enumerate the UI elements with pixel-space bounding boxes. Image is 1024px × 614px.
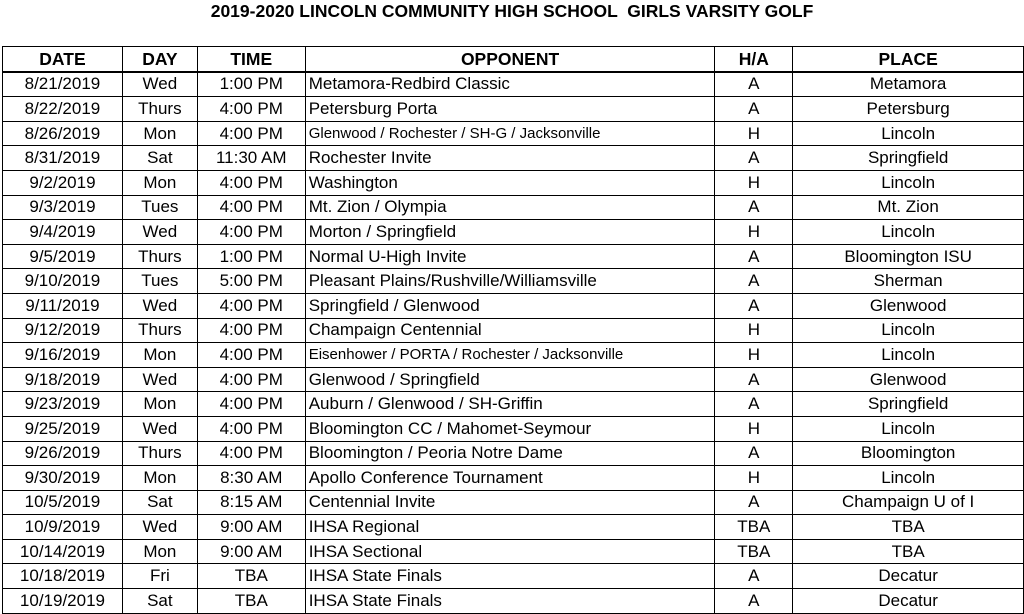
cell-opponent: Mt. Zion / Olympia bbox=[305, 195, 715, 220]
cell-home-away: A bbox=[715, 269, 793, 294]
cell-day: Wed bbox=[122, 416, 197, 441]
cell-place: Glenwood bbox=[793, 293, 1024, 318]
cell-opponent: Glenwood / Rochester / SH-G / Jacksonville bbox=[305, 121, 715, 146]
cell-day: Thurs bbox=[122, 97, 197, 122]
cell-place: Springfield bbox=[793, 392, 1024, 417]
cell-date: 10/14/2019 bbox=[3, 539, 123, 564]
cell-time: 4:00 PM bbox=[197, 121, 305, 146]
cell-time: 8:30 AM bbox=[197, 466, 305, 491]
cell-opponent: Morton / Springfield bbox=[305, 220, 715, 245]
cell-opponent: Auburn / Glenwood / SH-Griffin bbox=[305, 392, 715, 417]
cell-home-away: H bbox=[715, 170, 793, 195]
cell-place: Decatur bbox=[793, 564, 1024, 589]
schedule-table bbox=[2, 46, 1024, 614]
cell-date: 8/21/2019 bbox=[3, 72, 123, 97]
cell-time: 1:00 PM bbox=[197, 244, 305, 269]
cell-time: 4:00 PM bbox=[197, 97, 305, 122]
cell-day: Sat bbox=[122, 146, 197, 171]
cell-place: TBA bbox=[793, 539, 1024, 564]
table-row bbox=[3, 293, 1024, 318]
header-row bbox=[3, 47, 1024, 72]
column-header-time: TIME bbox=[197, 47, 305, 72]
cell-date: 8/26/2019 bbox=[3, 121, 123, 146]
table-row bbox=[3, 220, 1024, 245]
cell-home-away: H bbox=[715, 220, 793, 245]
cell-home-away: TBA bbox=[715, 539, 793, 564]
cell-date: 9/18/2019 bbox=[3, 367, 123, 392]
cell-home-away: A bbox=[715, 589, 793, 614]
cell-day: Wed bbox=[122, 72, 197, 97]
table-row bbox=[3, 515, 1024, 540]
cell-time: 4:00 PM bbox=[197, 416, 305, 441]
cell-opponent: IHSA Sectional bbox=[305, 539, 715, 564]
cell-date: 9/26/2019 bbox=[3, 441, 123, 466]
cell-home-away: H bbox=[715, 121, 793, 146]
cell-day: Mon bbox=[122, 343, 197, 368]
table-row bbox=[3, 269, 1024, 294]
table-row bbox=[3, 490, 1024, 515]
cell-date: 8/22/2019 bbox=[3, 97, 123, 122]
cell-opponent: IHSA State Finals bbox=[305, 564, 715, 589]
cell-day: Mon bbox=[122, 539, 197, 564]
cell-home-away: H bbox=[715, 416, 793, 441]
cell-home-away: H bbox=[715, 318, 793, 343]
table-row bbox=[3, 146, 1024, 171]
cell-place: Springfield bbox=[793, 146, 1024, 171]
cell-home-away: H bbox=[715, 466, 793, 491]
table-row bbox=[3, 195, 1024, 220]
cell-opponent: IHSA State Finals bbox=[305, 589, 715, 614]
cell-home-away: A bbox=[715, 97, 793, 122]
cell-day: Mon bbox=[122, 121, 197, 146]
cell-place: Bloomington bbox=[793, 441, 1024, 466]
column-header-home-away: H/A bbox=[715, 47, 793, 72]
cell-date: 8/31/2019 bbox=[3, 146, 123, 171]
table-row bbox=[3, 343, 1024, 368]
cell-date: 10/9/2019 bbox=[3, 515, 123, 540]
cell-opponent: Glenwood / Springfield bbox=[305, 367, 715, 392]
cell-opponent: Champaign Centennial bbox=[305, 318, 715, 343]
cell-date: 9/5/2019 bbox=[3, 244, 123, 269]
cell-time: 1:00 PM bbox=[197, 72, 305, 97]
cell-day: Fri bbox=[122, 564, 197, 589]
column-header-day: DAY bbox=[122, 47, 197, 72]
cell-time: 4:00 PM bbox=[197, 220, 305, 245]
cell-opponent: Pleasant Plains/Rushville/Williamsville bbox=[305, 269, 715, 294]
cell-time: 5:00 PM bbox=[197, 269, 305, 294]
cell-day: Tues bbox=[122, 195, 197, 220]
table-row bbox=[3, 589, 1024, 614]
cell-place: Bloomington ISU bbox=[793, 244, 1024, 269]
cell-home-away: A bbox=[715, 244, 793, 269]
cell-date: 9/30/2019 bbox=[3, 466, 123, 491]
cell-date: 10/5/2019 bbox=[3, 490, 123, 515]
table-row bbox=[3, 466, 1024, 491]
cell-day: Wed bbox=[122, 367, 197, 392]
cell-date: 9/12/2019 bbox=[3, 318, 123, 343]
table-row bbox=[3, 441, 1024, 466]
cell-time: 4:00 PM bbox=[197, 392, 305, 417]
cell-home-away: A bbox=[715, 367, 793, 392]
cell-place: Lincoln bbox=[793, 121, 1024, 146]
cell-day: Mon bbox=[122, 170, 197, 195]
cell-day: Mon bbox=[122, 392, 197, 417]
table-row bbox=[3, 72, 1024, 97]
cell-date: 9/25/2019 bbox=[3, 416, 123, 441]
cell-place: Lincoln bbox=[793, 416, 1024, 441]
cell-time: 9:00 AM bbox=[197, 539, 305, 564]
cell-time: 4:00 PM bbox=[197, 367, 305, 392]
column-header-date: DATE bbox=[3, 47, 123, 72]
cell-opponent: Bloomington / Peoria Notre Dame bbox=[305, 441, 715, 466]
cell-time: 4:00 PM bbox=[197, 441, 305, 466]
cell-home-away: A bbox=[715, 72, 793, 97]
cell-opponent: Bloomington CC / Mahomet-Seymour bbox=[305, 416, 715, 441]
cell-place: Sherman bbox=[793, 269, 1024, 294]
cell-date: 9/3/2019 bbox=[3, 195, 123, 220]
cell-opponent: Apollo Conference Tournament bbox=[305, 466, 715, 491]
cell-time: 11:30 AM bbox=[197, 146, 305, 171]
table-row bbox=[3, 318, 1024, 343]
cell-place: Petersburg bbox=[793, 97, 1024, 122]
cell-place: Decatur bbox=[793, 589, 1024, 614]
cell-time: 9:00 AM bbox=[197, 515, 305, 540]
cell-home-away: A bbox=[715, 441, 793, 466]
cell-opponent: Springfield / Glenwood bbox=[305, 293, 715, 318]
cell-place: Mt. Zion bbox=[793, 195, 1024, 220]
cell-day: Thurs bbox=[122, 244, 197, 269]
cell-home-away: A bbox=[715, 564, 793, 589]
cell-day: Thurs bbox=[122, 318, 197, 343]
cell-home-away: A bbox=[715, 392, 793, 417]
cell-date: 9/23/2019 bbox=[3, 392, 123, 417]
cell-date: 9/11/2019 bbox=[3, 293, 123, 318]
cell-home-away: A bbox=[715, 293, 793, 318]
cell-opponent: Washington bbox=[305, 170, 715, 195]
cell-opponent: Eisenhower / PORTA / Rochester / Jacksonville bbox=[305, 343, 715, 368]
table-row bbox=[3, 97, 1024, 122]
column-header-place: PLACE bbox=[793, 47, 1024, 72]
cell-day: Tues bbox=[122, 269, 197, 294]
cell-time: 4:00 PM bbox=[197, 170, 305, 195]
column-header-opponent: OPPONENT bbox=[305, 47, 715, 72]
table-row bbox=[3, 392, 1024, 417]
cell-date: 9/4/2019 bbox=[3, 220, 123, 245]
cell-opponent: Rochester Invite bbox=[305, 146, 715, 171]
cell-place: Lincoln bbox=[793, 466, 1024, 491]
table-row bbox=[3, 244, 1024, 269]
cell-home-away: TBA bbox=[715, 515, 793, 540]
cell-day: Wed bbox=[122, 515, 197, 540]
cell-day: Wed bbox=[122, 220, 197, 245]
cell-day: Sat bbox=[122, 490, 197, 515]
cell-day: Wed bbox=[122, 293, 197, 318]
cell-day: Thurs bbox=[122, 441, 197, 466]
table-row bbox=[3, 170, 1024, 195]
cell-date: 9/16/2019 bbox=[3, 343, 123, 368]
cell-home-away: A bbox=[715, 490, 793, 515]
cell-date: 10/19/2019 bbox=[3, 589, 123, 614]
cell-place: Champaign U of I bbox=[793, 490, 1024, 515]
cell-home-away: A bbox=[715, 146, 793, 171]
cell-day: Mon bbox=[122, 466, 197, 491]
cell-opponent: Normal U-High Invite bbox=[305, 244, 715, 269]
cell-time: 4:00 PM bbox=[197, 343, 305, 368]
cell-time: 4:00 PM bbox=[197, 195, 305, 220]
table-row bbox=[3, 367, 1024, 392]
table-row bbox=[3, 121, 1024, 146]
cell-day: Sat bbox=[122, 589, 197, 614]
cell-opponent: Centennial Invite bbox=[305, 490, 715, 515]
table-row bbox=[3, 539, 1024, 564]
cell-place: Lincoln bbox=[793, 170, 1024, 195]
cell-place: Lincoln bbox=[793, 318, 1024, 343]
cell-time: 4:00 PM bbox=[197, 293, 305, 318]
table-row bbox=[3, 416, 1024, 441]
cell-date: 10/18/2019 bbox=[3, 564, 123, 589]
cell-place: Lincoln bbox=[793, 343, 1024, 368]
cell-place: Metamora bbox=[793, 72, 1024, 97]
page-title: 2019-2020 LINCOLN COMMUNITY HIGH SCHOOL GIRLS VARSITY GOLF bbox=[210, 1, 814, 21]
cell-date: 9/2/2019 bbox=[3, 170, 123, 195]
cell-opponent: Metamora-Redbird Classic bbox=[305, 72, 715, 97]
cell-place: TBA bbox=[793, 515, 1024, 540]
cell-place: Lincoln bbox=[793, 220, 1024, 245]
cell-place: Glenwood bbox=[793, 367, 1024, 392]
cell-home-away: H bbox=[715, 343, 793, 368]
cell-home-away: A bbox=[715, 195, 793, 220]
cell-time: TBA bbox=[197, 589, 305, 614]
cell-time: 8:15 AM bbox=[197, 490, 305, 515]
table-row bbox=[3, 564, 1024, 589]
cell-time: TBA bbox=[197, 564, 305, 589]
cell-opponent: Petersburg Porta bbox=[305, 97, 715, 122]
cell-date: 9/10/2019 bbox=[3, 269, 123, 294]
cell-time: 4:00 PM bbox=[197, 318, 305, 343]
cell-opponent: IHSA Regional bbox=[305, 515, 715, 540]
